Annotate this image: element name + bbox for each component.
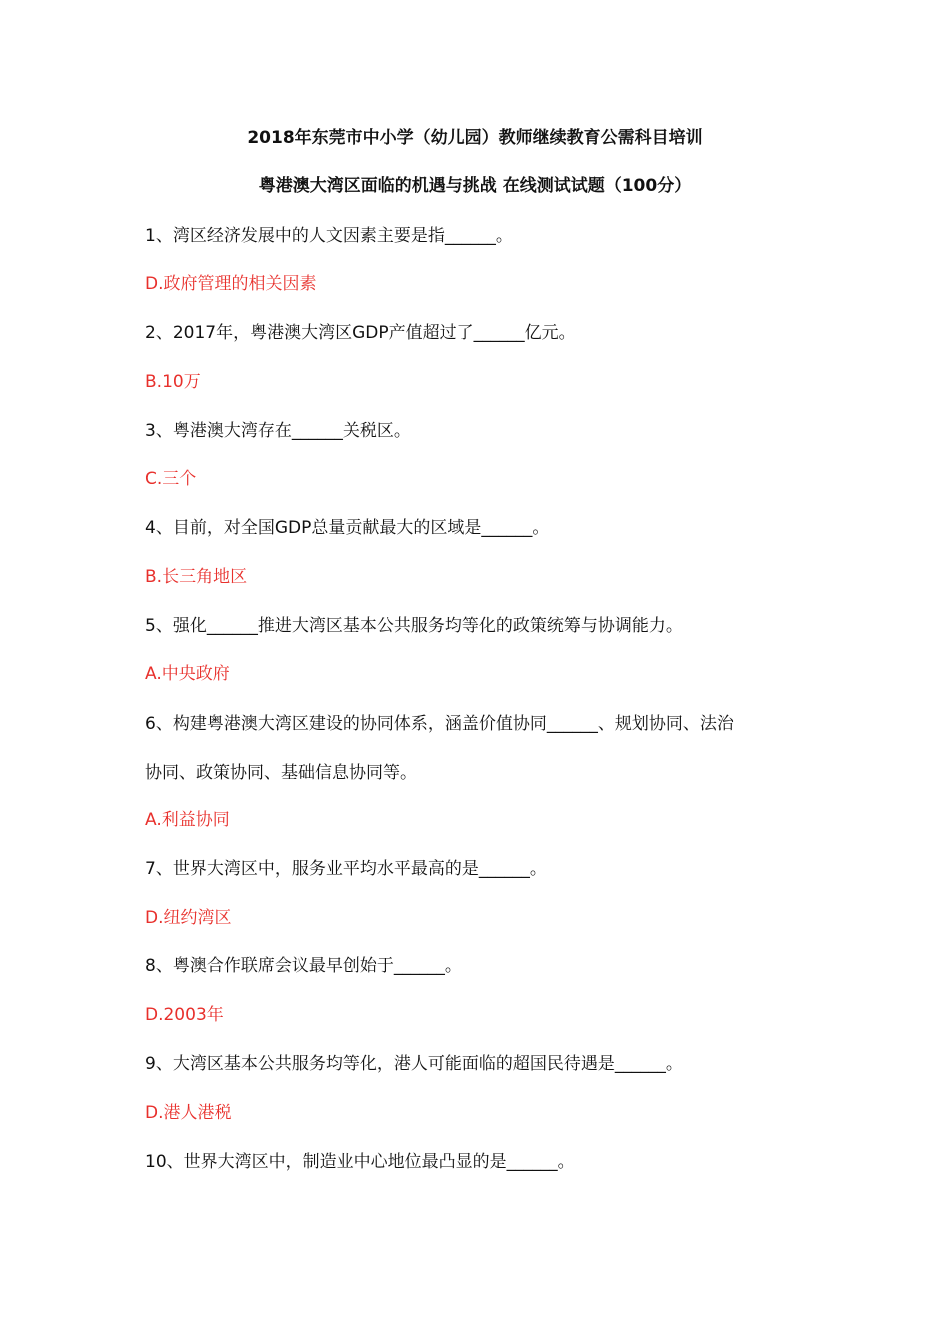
answer-6: A.利益协同 (145, 810, 230, 830)
answer-8: D.2003年 (145, 1005, 224, 1025)
question-3: 3、粤港澳大湾存在______关税区。 (145, 421, 411, 441)
question-8: 8、粤澳合作联席会议最早创始于______。 (145, 956, 462, 976)
answer-3: C.三个 (145, 469, 197, 489)
document-subtitle: 粤港澳大湾区面临的机遇与挑战 在线测试试题（100分） (258, 176, 692, 196)
answer-7: D.纽约湾区 (145, 908, 232, 928)
question-1: 1、湾区经济发展中的人文因素主要是指______。 (145, 226, 513, 246)
answer-4: B.长三角地区 (145, 567, 248, 587)
document-title: 2018年东莞市中小学（幼儿园）教师继续教育公需科目培训 (247, 128, 703, 148)
question-6: 6、构建粤港澳大湾区建设的协同体系，涵盖价值协同______、规划协同、法治 (145, 714, 734, 734)
answer-5: A.中央政府 (145, 664, 230, 684)
question-7: 7、世界大湾区中，服务业平均水平最高的是______。 (145, 859, 547, 879)
question-2: 2、2017年，粤港澳大湾区GDP产值超过了______亿元。 (145, 323, 576, 343)
answer-2: B.10万 (145, 372, 201, 392)
question-6-continued: 协同、政策协同、基础信息协同等。 (145, 763, 417, 783)
question-10: 10、世界大湾区中，制造业中心地位最凸显的是______。 (145, 1152, 575, 1172)
question-5: 5、强化______推进大湾区基本公共服务均等化的政策统筹与协调能力。 (145, 616, 683, 636)
question-4: 4、目前，对全国GDP总量贡献最大的区域是______。 (145, 518, 550, 538)
answer-1: D.政府管理的相关因素 (145, 274, 317, 294)
answer-9: D.港人港税 (145, 1103, 232, 1123)
question-9: 9、大湾区基本公共服务均等化，港人可能面临的超国民待遇是______。 (145, 1054, 683, 1074)
